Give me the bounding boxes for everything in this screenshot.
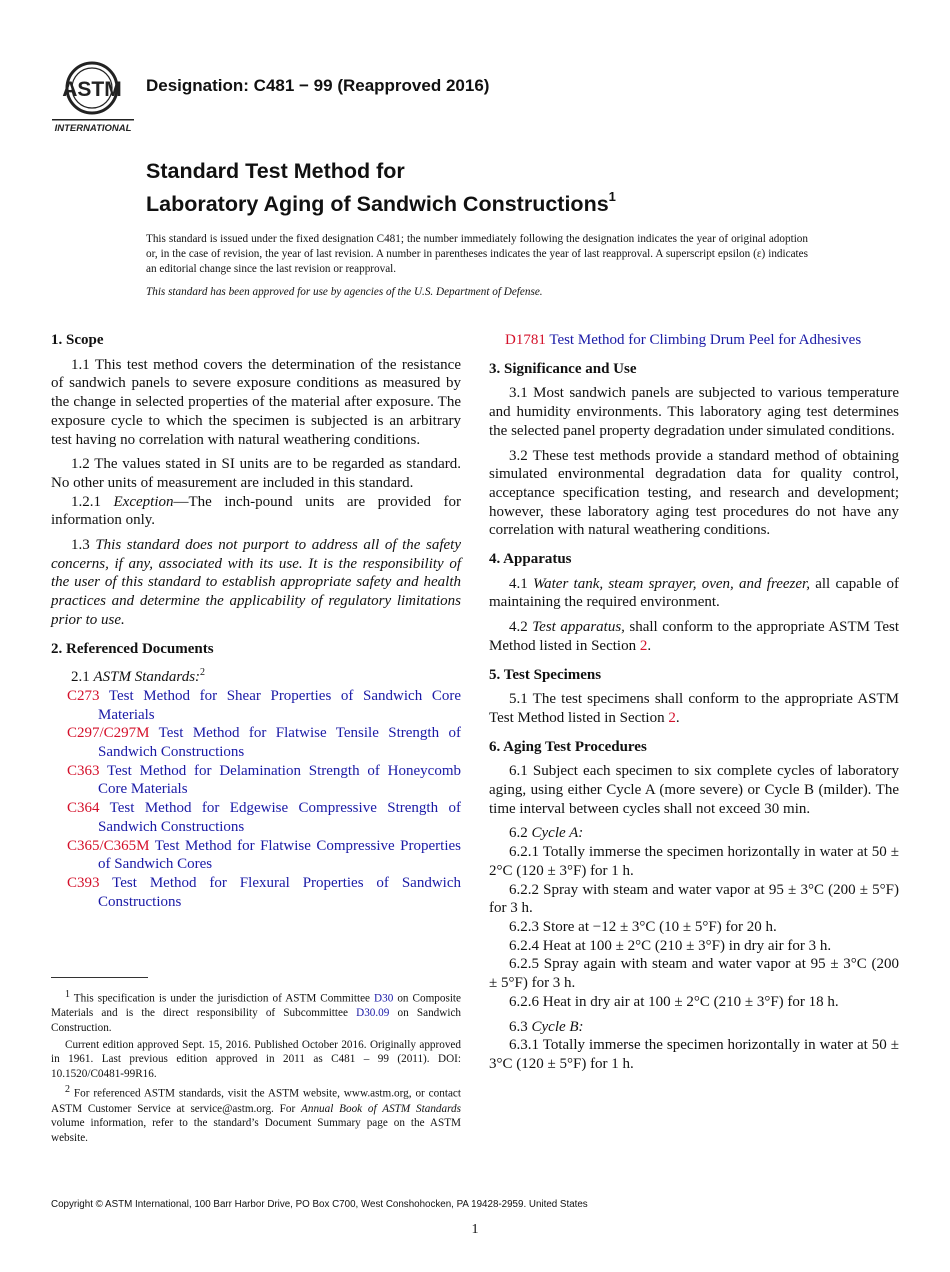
subcommittee-d30-09-link[interactable]: D30.09	[356, 1007, 390, 1020]
paragraph-6-2-1: 6.2.1 Totally immerse the specimen horizontally in water at 50 ± 2°C (120 ± 3°F) for 1 h.	[489, 844, 899, 879]
ref-c363[interactable]: C363 Test Method for Delamination Strength of Honeycomb Core Materials	[67, 762, 461, 798]
paragraph-5-1: 5.1 The test specimens shall conform to the appropriate ASTM Test Method listed in Section 2.	[489, 691, 899, 726]
section-2-link[interactable]: 2	[668, 709, 676, 726]
astm-logo	[52, 58, 134, 134]
ref-c364[interactable]: C364 Test Method for Edgewise Compressive Strength of Sandwich Constructions	[67, 800, 461, 835]
footnote-divider	[51, 977, 148, 978]
footnote-2: $^2$ For referenced ASTM standards, visit the ASTM website, www.astm.org, or contact ASTM Customer Service at service@astm.org. For Annual Book of ASTM Standards volume information, refer to the standard’s Document Summary page on the ASTM website.	[51, 1084, 461, 1144]
page-number: 1	[471, 1222, 479, 1237]
dod-approval-note: This standard has been approved for use by agencies of the U.S. Department of Defense.	[146, 286, 543, 298]
logo-subtitle: INTERNATIONAL	[54, 123, 132, 134]
committee-d30-link[interactable]: D30	[374, 992, 394, 1005]
paragraph-6-2-5: 6.2.5 Spray again with steam and water vapor at 95 ± 3°C (200 ± 5°F) for 3 h.	[489, 956, 899, 992]
paragraph-3-2: 3.2 These test methods provide a standard method of obtaining simulated environmental degradation data for quality control, acceptance specification testing, and research and development; however, these laboratory aging test procedures do not have any correlation with natural weathering conditions.	[489, 447, 899, 539]
right-column	[489, 328, 899, 1074]
paragraph-6-2-6: 6.2.6 Heat in dry air at 100 ± 2°C (210 ± 3°F) for 18 h.	[509, 993, 839, 1010]
paragraph-6-2-4: 6.2.4 Heat at 100 ± 2°C (210 ± 3°F) in dry air for 3 h.	[509, 937, 832, 954]
paragraph-1-1: 1.1 This test method covers the determination of the resistance of sandwich panels to severe exposure conditions as measured by the change in selected properties of the material after exposure. The exposure cycle to which the specimen is subjected is an arbitrary test having no correlation with natural weathering conditions.	[51, 356, 461, 448]
logo-wordmark: ASTM	[62, 78, 122, 101]
section-heading-apparatus: 4. Apparatus	[489, 551, 572, 568]
section-2-link[interactable]: 2	[639, 637, 648, 654]
paragraph-6-2-2: 6.2.2 Spray with steam and water vapor at 95 ± 3°C (200 ± 5°F) for 3 h.	[489, 881, 899, 917]
footnotes	[51, 988, 461, 1147]
standard-notice: This standard is issued under the fixed designation C481; the number immediately following the designation indicates the year of original adoption or, in the case of revision, the year of last revision. A number in parentheses indicates the year of last reapproval. A superscript epsilon (ε) indicates an editorial change since the last revision or reapproval.	[146, 233, 808, 276]
paragraph-6-3-1: 6.3.1 Totally immerse the specimen horizontally in water at 50 ± 3°C (120 ± 5°F) for 1 h.	[489, 1037, 899, 1072]
footnote-edition: Current edition approved Sept. 15, 2016. Published October 2016. Originally approved in 1961. Last previous edition approved in 2011 as C481 – 99 (2011). DOI: 10.1520/C0481-99R16.	[51, 1038, 461, 1080]
ref-d1781[interactable]: D1781 Test Method for Climbing Drum Peel for Adhesives	[505, 332, 862, 348]
left-column	[51, 328, 461, 911]
paragraph-4-2: 4.2 Test apparatus, shall conform to the appropriate ASTM Test Method listed in Section 2.	[489, 619, 899, 654]
title-footnote-mark: 1	[608, 189, 616, 204]
paragraph-3-1: 3.1 Most sandwich panels are subjected to various temperature and humidity environments. This laboratory aging test determines the selected panel property degradation under simulated conditions.	[489, 385, 899, 439]
paragraph-1-2: 1.2 The values stated in SI units are to be regarded as standard. No other units of measurement are included in this standard.	[51, 456, 461, 491]
ref-c393[interactable]: C393 Test Method for Flexural Properties of Sandwich Constructions	[67, 874, 461, 910]
paragraph-6-1: 6.1 Subject each specimen to six complete cycles of laboratory aging, using either Cycle A (more severe) or Cycle B (milder). The time interval between cycles shall not exceed 30 min.	[489, 763, 899, 817]
ref-c297[interactable]: C297/C297M Test Method for Flatwise Tensile Strength of Sandwich Constructions	[67, 725, 461, 761]
paragraph-1-3: 1.3 This standard does not purport to address all of the safety concerns, if any, associated with its use. It is the responsibility of the user of this standard to establish appropriate safety and health practices and determine the applicability of regulatory limitations prior to use.	[51, 537, 462, 628]
section-heading-scope: 1. Scope	[51, 332, 104, 348]
footnote-1: $^1$ This specification is under the jurisdiction of ASTM Committee D30 on Composite Materials and is the direct responsibility of Subcommittee D30.09 on Sandwich Construction.	[51, 989, 462, 1034]
section-heading-significance: 3. Significance and Use	[489, 360, 637, 377]
section-heading-procedures: 6. Aging Test Procedures	[489, 738, 647, 755]
section-heading-referenced: 2. Referenced Documents	[51, 640, 214, 657]
paragraph-6-2-3: 6.2.3 Store at −12 ± 3°C (10 ± 5°F) for 20 h.	[509, 918, 777, 935]
designation: Designation: C481 − 99 (Reapproved 2016)	[146, 76, 490, 95]
copyright-line: Copyright © ASTM International, 100 Barr Harbor Drive, PO Box C700, West Conshohocken, PA 19428-2959. United States	[51, 1199, 588, 1210]
paragraph-4-1: 4.1 Water tank, steam sprayer, oven, and freezer, all capable of maintaining the required environment.	[489, 575, 900, 611]
ref-c365[interactable]: C365/C365M Test Method for Flatwise Compressive Properties of Sandwich Cores	[67, 837, 461, 873]
paragraph-6-3: 6.3 Cycle B:	[509, 1018, 584, 1035]
paragraph-2-1: 2.1 ASTM Standards:$^2$	[71, 667, 206, 686]
paragraph-1-2-1: 1.2.1 Exception—The inch-pound units are provided for information only.	[51, 493, 461, 529]
section-heading-specimens: 5. Test Specimens	[489, 666, 602, 683]
paragraph-6-2: 6.2 Cycle A:	[509, 825, 584, 842]
title-line-2: Laboratory Aging of Sandwich Constructions$^1$	[146, 189, 616, 217]
ref-c273[interactable]: C273 Test Method for Shear Properties of Sandwich Core Materials	[67, 687, 461, 723]
document-title	[146, 158, 616, 218]
title-line-1: Standard Test Method for	[146, 159, 405, 183]
